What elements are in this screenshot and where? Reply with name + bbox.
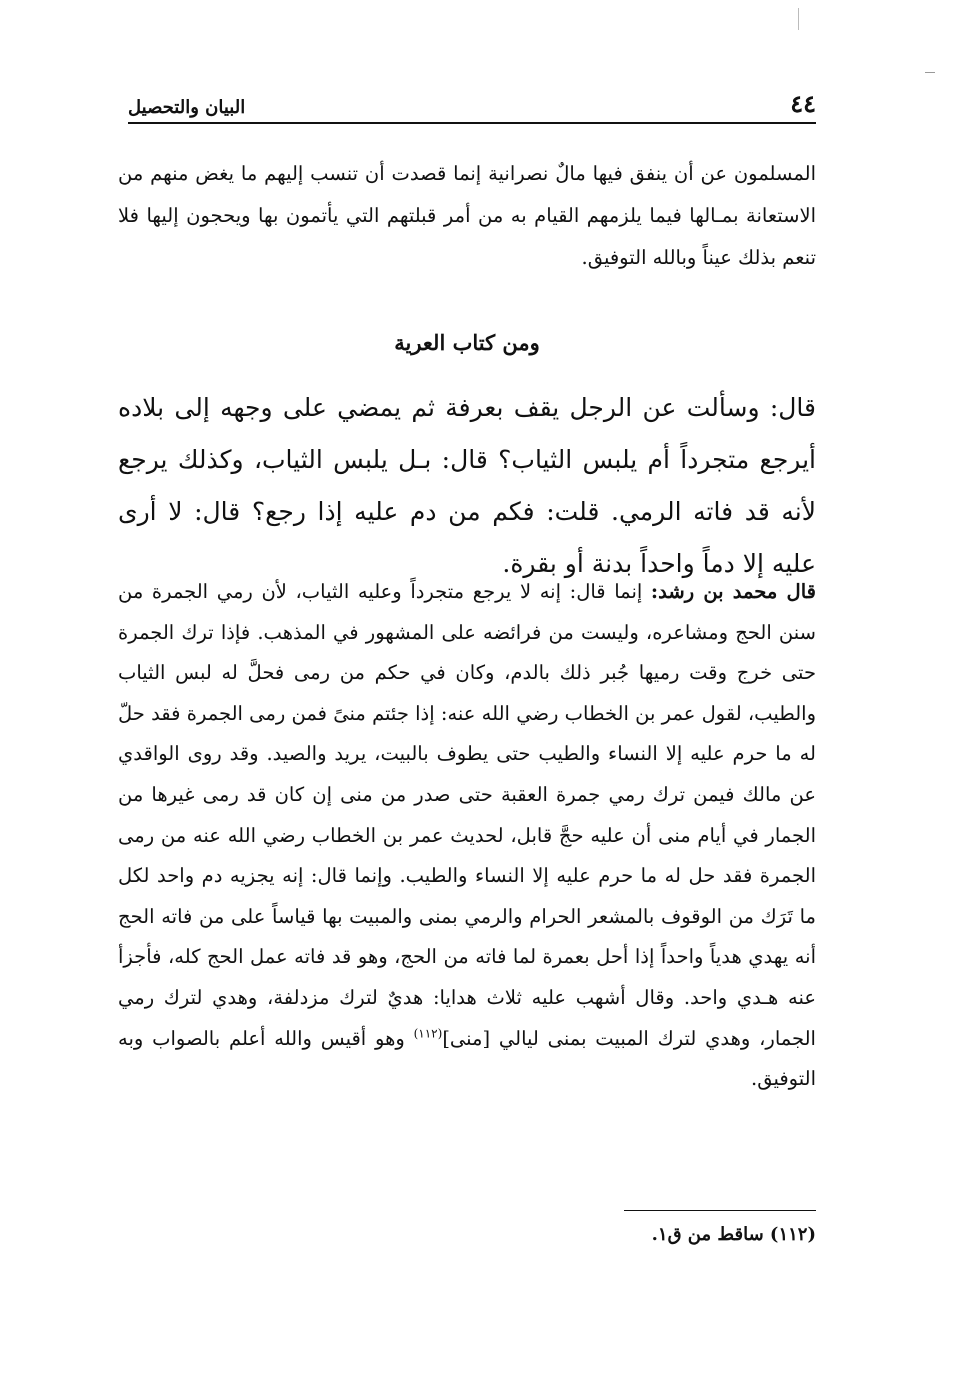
section-heading: ومن كتاب العرية	[394, 330, 540, 355]
footnote: (١١٢) ساقط من ق١.	[651, 1224, 816, 1245]
footnote-reference: (١١٢)	[413, 1026, 443, 1041]
scan-mark-top	[798, 8, 799, 30]
page-number: ٤٤	[790, 89, 816, 118]
footnote-divider	[624, 1210, 816, 1211]
page-header	[128, 90, 816, 124]
commentary-text-end: وهو أقيس والله أعلم بالصواب وبه التوفيق.	[118, 1026, 816, 1091]
scan-mark-right	[925, 72, 935, 73]
commentary-speaker: قال محمد بن رشد:	[650, 580, 816, 603]
question-paragraph: قال: وسألت عن الرجل يقف بعرفة ثم يمضي على وجهه إلى بلاده أيرجع متجرداً أم يلبس الثياب؟ قال: بـل يلبس الثياب، وكذلك يرجع لأنه قد فاته الرمي. قلت: فكم من دم عليه إذا رجع؟ قال: لا أرى عليه إلا دماً واحداً بدنة أو بقرة.	[118, 393, 816, 578]
intro-paragraph: المسلمون عن أن ينفق فيها مالٌ نصرانية إنما قصدت أن تنسب إليهم ما يغض منهم من الاستعانة بمـالها فيما يلزمهم القيام به من أمر قبلتهم التي يأتمون بها ويحجون إليها فلا تنعم بذلك عيناً وبالله التوفيق.	[118, 162, 816, 269]
running-title: البيان والتحصيل	[128, 97, 246, 118]
commentary-paragraph	[118, 572, 816, 1100]
commentary-text-main: إنما قال: إنه لا يرجع متجرداً وعليه الثياب، لأن رمي الجمرة من سنن الحج ومشاعره، وليست من فرائضه على المشهور في المذهب. فإذا ترك الجمرة حتى خرج وقت رميها جُبر ذلك بالدم، وكان في حكم من رمى فحلَّ له لبس الثياب والطيب، لقول عمر بن الخطاب رضي الله عنه: إذا جئتم منىً فمن رمى الجمرة فقد حلّ له ما حرم عليه إلا النساء والطيب حتى يطوف بالبيت، يريد والصيد. وقد روى الواقدي عن مالك فيمن ترك رمي جمرة العقبة حتى صدر من منى إن كان قد رمى غيرها من الجمار في أيام منى أن عليه حجَّ قابل، لحديث عمر بن الخطاب رضي الله عنه من رمى الجمرة فقد حل له ما حرم عليه إلا النساء والطيب. وإنما قال: إنه يجزيه دم واحد لكل ما تَرَك من الوقوف بالمشعر الحرام والرمي بمنى والمبيت بها قياساً على من فاته الحج أنه يهدي هدياً واحداً إذا أحل بعمرة لما فاته من الحج، وهو قد فاته عمل الحج كله، فأجزأ عنه هـدي واحد. وقال أشهب عليه ثلاث هدايا: هديٌ لترك مزدلفة، وهدي لترك رمي الجمار، وهدي لترك المبيت بمنى ليالي [منى]	[118, 580, 816, 1050]
